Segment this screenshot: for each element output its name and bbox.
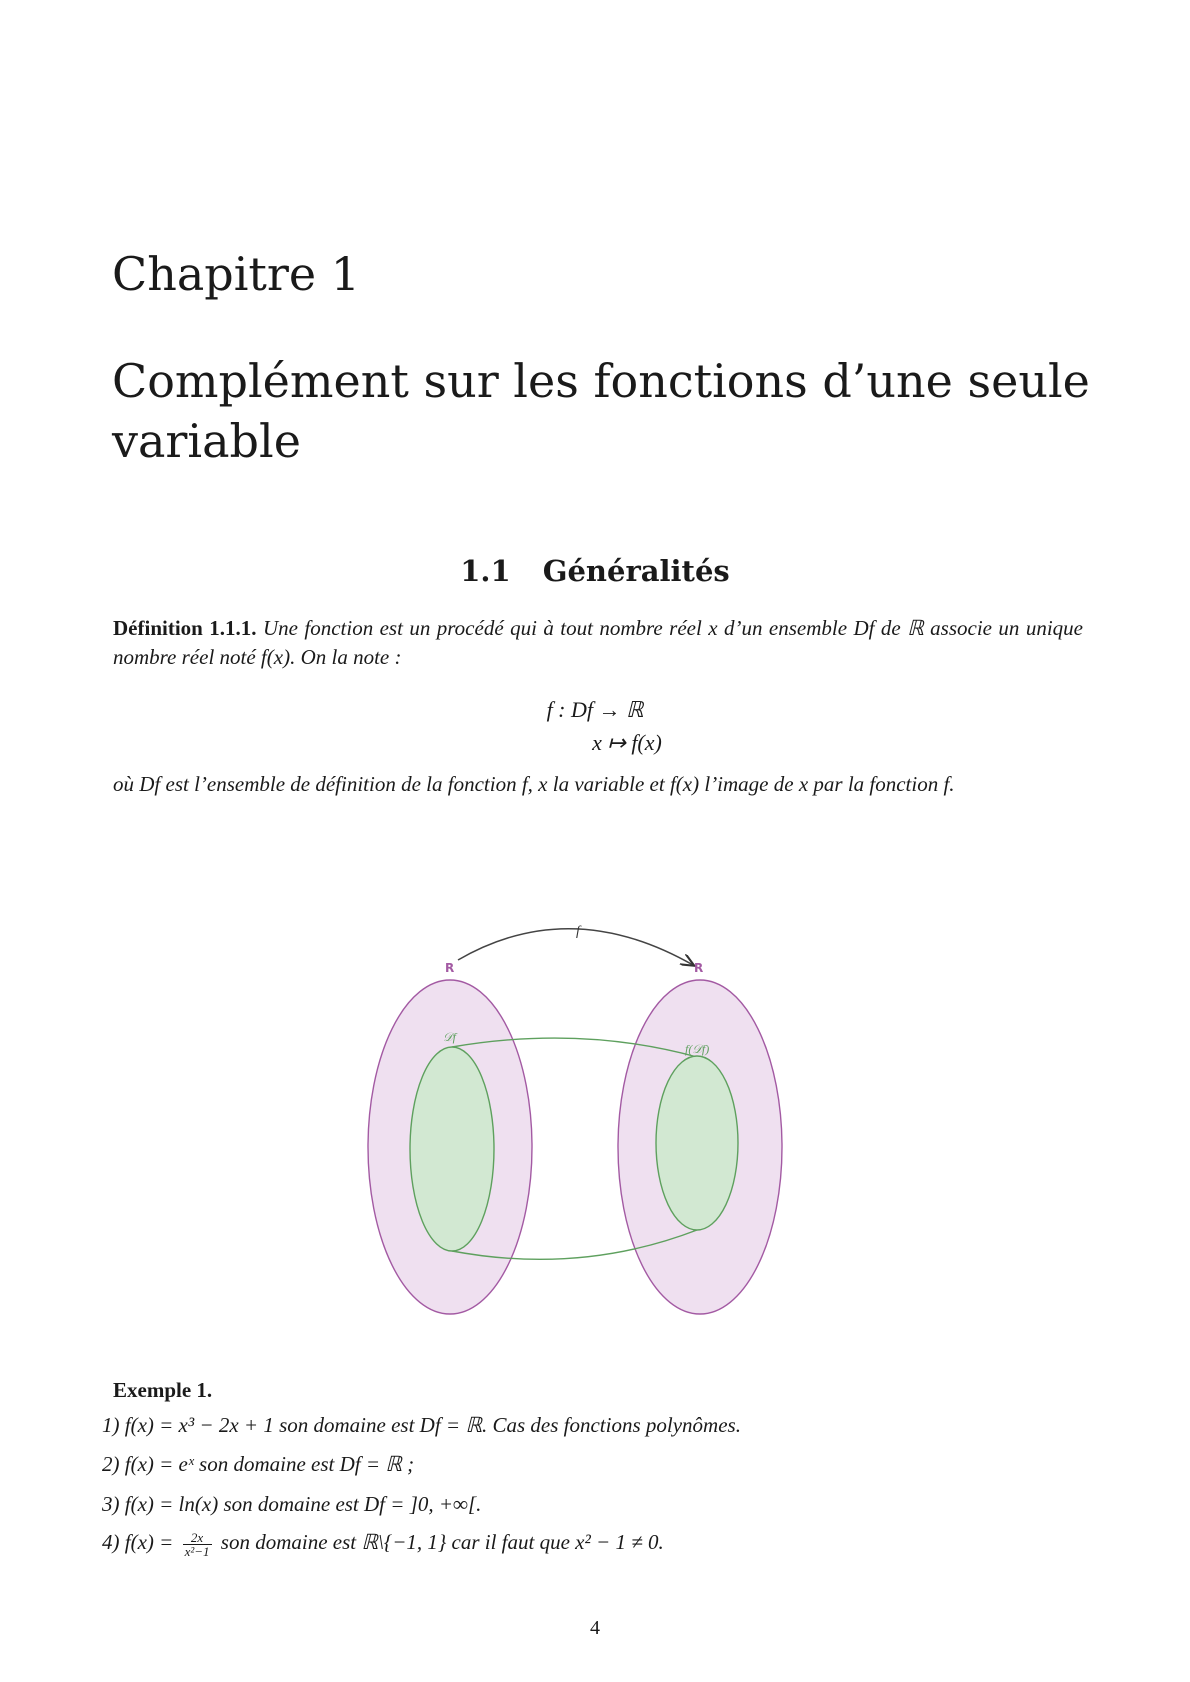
definition-after-text: où Df est l’ensemble de définition de la fonction f, x la variable et f(x) l’image de x par la fonction f.: [113, 772, 955, 796]
right-set-label: R: [694, 961, 704, 975]
example-item-4-prefix: 4) f(x) =: [102, 1530, 174, 1554]
map-line-1: f : Df → ℝ: [546, 697, 644, 722]
domain-label: 𝒟f: [443, 1030, 456, 1044]
definition-paragraph: [113, 614, 1083, 672]
example-item-1: 1) f(x) = x³ − 2x + 1 son domaine est Df = ℝ. Cas des fonctions polynômes.: [102, 1413, 741, 1437]
left-set-label: R: [445, 961, 455, 975]
image-ellipse: [656, 1056, 738, 1230]
page-number: 4: [590, 1617, 600, 1639]
section-number: 1.1: [460, 554, 511, 588]
example-item-4-suffix: son domaine est ℝ\{−1, 1} car il faut que x² − 1 ≠ 0.: [220, 1530, 664, 1554]
chapter-label: Chapitre 1: [112, 247, 360, 301]
definition-label: Définition 1.1.1.: [113, 616, 257, 640]
example-item-2: 2) f(x) = eˣ son domaine est Df = ℝ ;: [102, 1452, 415, 1476]
example-item-4-fraction: [183, 1531, 212, 1558]
domain-ellipse: [410, 1047, 494, 1251]
fraction-numerator: 2x: [183, 1531, 212, 1545]
section-title: Généralités: [542, 554, 730, 588]
map-line-2: x ↦ f(x): [592, 730, 662, 755]
example-title: Exemple 1.: [113, 1378, 213, 1402]
image-label: f(𝒟f): [685, 1042, 710, 1056]
section-heading: [0, 554, 1190, 588]
arrow-label: f: [576, 924, 580, 939]
example-item-3: 3) f(x) = ln(x) son domaine est Df = ]0, +∞[.: [102, 1492, 482, 1516]
fraction-denominator: x²−1: [184, 1543, 210, 1559]
definition-text: Une fonction est un procédé qui à tout nombre réel x d’un ensemble Df de ℝ associe un unique nombre réel noté f(x). On la note :: [113, 616, 1084, 669]
example-item-4: [102, 1530, 1102, 1558]
function-mapping-diagram: [340, 905, 800, 1325]
chapter-title: Complément sur les fonctions d’une seule variable: [112, 354, 1090, 468]
